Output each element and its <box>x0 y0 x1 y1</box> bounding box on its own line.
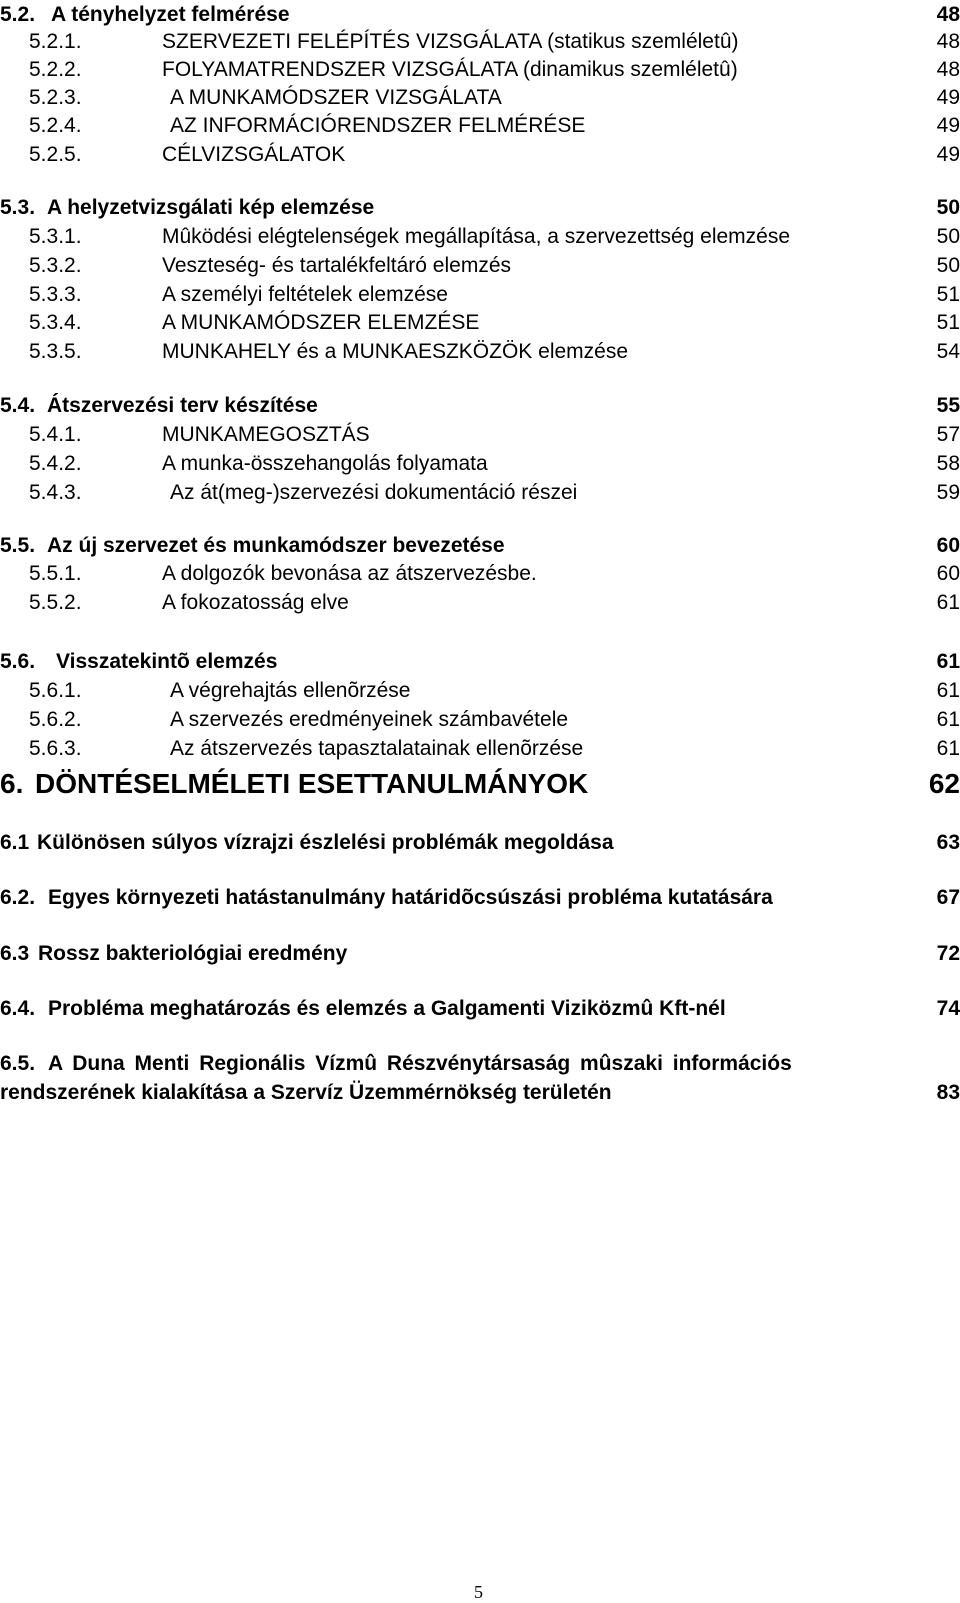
toc-entry <box>0 449 960 479</box>
toc-entry-number: 5.5.2. <box>29 591 82 614</box>
page-number: 5 <box>474 1582 483 1602</box>
toc-entry-page: 60 <box>936 562 960 585</box>
toc-entry-title: Mûködési elégtelenségek megállapítása, a szervezettség elemzése <box>162 225 791 248</box>
toc-entry-title: Rossz bakteriológiai eredmény <box>38 942 348 965</box>
toc-entry <box>0 883 960 913</box>
toc-entry-page: 49 <box>936 86 960 109</box>
toc-entry <box>0 588 960 618</box>
toc-entry-number: 5.2.5. <box>29 143 82 166</box>
toc-entry-title: Átszervezési terv készítése <box>47 394 318 417</box>
toc-chapter <box>0 766 960 802</box>
toc-entry-title: AZ INFORMÁCIÓRENDSZER FELMÉRÉSE <box>170 114 586 137</box>
toc-entry-title: MUNKAHELY és a MUNKAESZKÖZÖK elemzése <box>162 340 629 363</box>
toc-entry <box>0 734 960 764</box>
toc-entry-number: 5.3.3. <box>29 283 82 306</box>
toc-entry <box>0 676 960 706</box>
toc-entry <box>0 55 960 85</box>
toc-entry-title: A helyzetvizsgálati kép elemzése <box>47 196 375 219</box>
toc-entry <box>0 994 960 1024</box>
toc-entry-number: 5.5. <box>0 534 36 557</box>
toc-entry-title: Visszatekintõ elemzés <box>56 650 278 673</box>
toc-entry-number: 5.2. <box>0 3 36 26</box>
toc-entry <box>0 111 960 141</box>
toc-entry-title: Az át(meg-)szervezési dokumentáció részei <box>170 481 578 504</box>
toc-entry <box>0 337 960 367</box>
toc-entry <box>0 391 960 421</box>
toc-entry-number: 6.5. <box>0 1052 36 1075</box>
toc-entry-number: 5.5.1. <box>29 562 82 585</box>
toc-entry-title: A szervezés eredményeinek számbavétele <box>170 708 569 731</box>
toc-entry-page: 61 <box>936 737 960 760</box>
toc-entry-number: 5.2.2. <box>29 58 82 81</box>
toc-entry-number: 5.6.2. <box>29 708 82 731</box>
toc-entry <box>0 705 960 735</box>
toc-entry-title: A személyi feltételek elemzése <box>162 283 448 306</box>
toc-entry-title: A MUNKAMÓDSZER ELEMZÉSE <box>162 311 480 334</box>
toc-entry-number: 6.1 <box>0 831 30 854</box>
toc-entry-number: 6. <box>0 768 24 799</box>
toc-entry-page: 54 <box>936 340 960 363</box>
toc-entry-title: Különösen súlyos vízrajzi észlelési problémák megoldása <box>37 831 614 854</box>
toc-entry-title: SZERVEZETI FELÉPÍTÉS VIZSGÁLATA (statikus szemléletû) <box>162 30 739 53</box>
toc-entry-page: 61 <box>936 591 960 614</box>
toc-entry <box>0 27 960 57</box>
toc-entry-title: Az átszervezés tapasztalatainak ellenõrzése <box>170 737 584 760</box>
toc-entry-page: 63 <box>936 831 960 854</box>
toc-entry-number: 5.3. <box>0 196 36 219</box>
toc-entry-number: 5.4.2. <box>29 452 82 475</box>
toc-entry-title: A dolgozók bevonása az átszervezésbe. <box>162 562 537 585</box>
toc-entry-title: Veszteség- és tartalékfeltáró elemzés <box>162 254 512 277</box>
toc-entry-page: 83 <box>936 1081 960 1104</box>
toc-entry-page: 48 <box>936 3 960 26</box>
toc-entry-title: Probléma meghatározás és elemzés a Galgamenti Viziközmû Kft-nél <box>48 997 726 1020</box>
toc-entry-number: 5.3.2. <box>29 254 82 277</box>
toc-entry-page: 49 <box>936 114 960 137</box>
toc-entry <box>0 83 960 113</box>
toc-entry-page: 67 <box>936 886 960 909</box>
toc-entry <box>0 828 960 858</box>
toc-entry-number: 5.6. <box>0 650 36 673</box>
toc-entry-title: Egyes környezeti hatástanulmány határidõcsúszási probléma kutatására <box>48 886 773 909</box>
toc-entry-number: 5.3.4. <box>29 311 82 334</box>
toc-entry-page: 60 <box>936 534 960 557</box>
toc-entry-title: MUNKAMEGOSZTÁS <box>162 423 370 446</box>
toc-entry-title-line-2: rendszerének kialakítása a Szervíz Üzemmérnökség területén <box>0 1081 612 1104</box>
toc-entry-number: 5.6.3. <box>29 737 82 760</box>
toc-entry-page: 49 <box>936 143 960 166</box>
toc-entry <box>0 222 960 252</box>
toc-entry-page: 48 <box>936 30 960 53</box>
toc-entry-page: 62 <box>928 768 960 799</box>
toc-entry-page: 50 <box>936 254 960 277</box>
toc-entry-title: CÉLVIZSGÁLATOK <box>162 143 346 166</box>
toc-entry-title: FOLYAMATRENDSZER VIZSGÁLATA (dinamikus szemléletû) <box>162 58 738 81</box>
toc-entry-page: 61 <box>936 650 960 673</box>
toc-entry <box>0 140 960 170</box>
toc-entry-number: 5.6.1. <box>29 679 82 702</box>
toc-entry-number: 5.2.4. <box>29 114 82 137</box>
toc-entry <box>0 280 960 310</box>
toc-entry-page: 55 <box>936 394 960 417</box>
toc-entry <box>0 531 960 561</box>
toc-entry-number: 6.2. <box>0 886 36 909</box>
toc-entry-page: 48 <box>936 58 960 81</box>
toc-entry-title: A tényhelyzet felmérése <box>51 3 290 26</box>
toc-entry-page: 51 <box>936 283 960 306</box>
toc-entry-page: 74 <box>936 997 960 1020</box>
toc-entry-title: Az új szervezet és munkamódszer bevezetése <box>47 534 505 557</box>
toc-entry-number: 5.4.3. <box>29 481 82 504</box>
toc-entry-number: 5.4.1. <box>29 423 82 446</box>
toc-entry-page: 61 <box>936 679 960 702</box>
toc-entry <box>0 559 960 589</box>
toc-entry-number: 6.4. <box>0 997 36 1020</box>
toc-entry-continuation <box>0 1078 960 1108</box>
toc-entry-title: A MUNKAMÓDSZER VIZSGÁLATA <box>170 86 502 109</box>
toc-entry-page: 72 <box>936 942 960 965</box>
toc-entry-page: 51 <box>936 311 960 334</box>
toc-entry-number: 5.4. <box>0 394 36 417</box>
toc-entry <box>0 420 960 450</box>
toc-entry <box>0 1049 960 1079</box>
toc-entry-title: A végrehajtás ellenõrzése <box>170 679 411 702</box>
toc-entry <box>0 939 960 969</box>
toc-entry-page: 57 <box>936 423 960 446</box>
toc-entry-number: 5.3.5. <box>29 340 82 363</box>
toc-entry-number: 5.2.1. <box>29 30 82 53</box>
toc-entry-title: A fokozatosság elve <box>162 591 349 614</box>
toc-entry-number: 5.2.3. <box>29 86 82 109</box>
toc-entry-page: 58 <box>936 452 960 475</box>
toc-entry <box>0 193 960 223</box>
toc-entry-page: 50 <box>936 225 960 248</box>
toc-entry-page: 61 <box>936 708 960 731</box>
toc-entry <box>0 647 960 677</box>
toc-entry-title: DÖNTÉSELMÉLETI ESETTANULMÁNYOK <box>35 768 589 799</box>
toc-entry <box>0 478 960 508</box>
toc-entry-title-line-1: A Duna Menti Regionális Vízmû Részvénytársaság mûszaki információs <box>48 1052 792 1075</box>
toc-entry-page: 59 <box>936 481 960 504</box>
toc-entry <box>0 251 960 281</box>
toc-entry <box>0 0 960 30</box>
toc-entry-number: 6.3 <box>0 942 30 965</box>
toc-entry <box>0 308 960 338</box>
toc-entry-page: 50 <box>936 196 960 219</box>
toc-entry-title: A munka-összehangolás folyamata <box>162 452 488 475</box>
toc-entry-number: 5.3.1. <box>29 225 82 248</box>
